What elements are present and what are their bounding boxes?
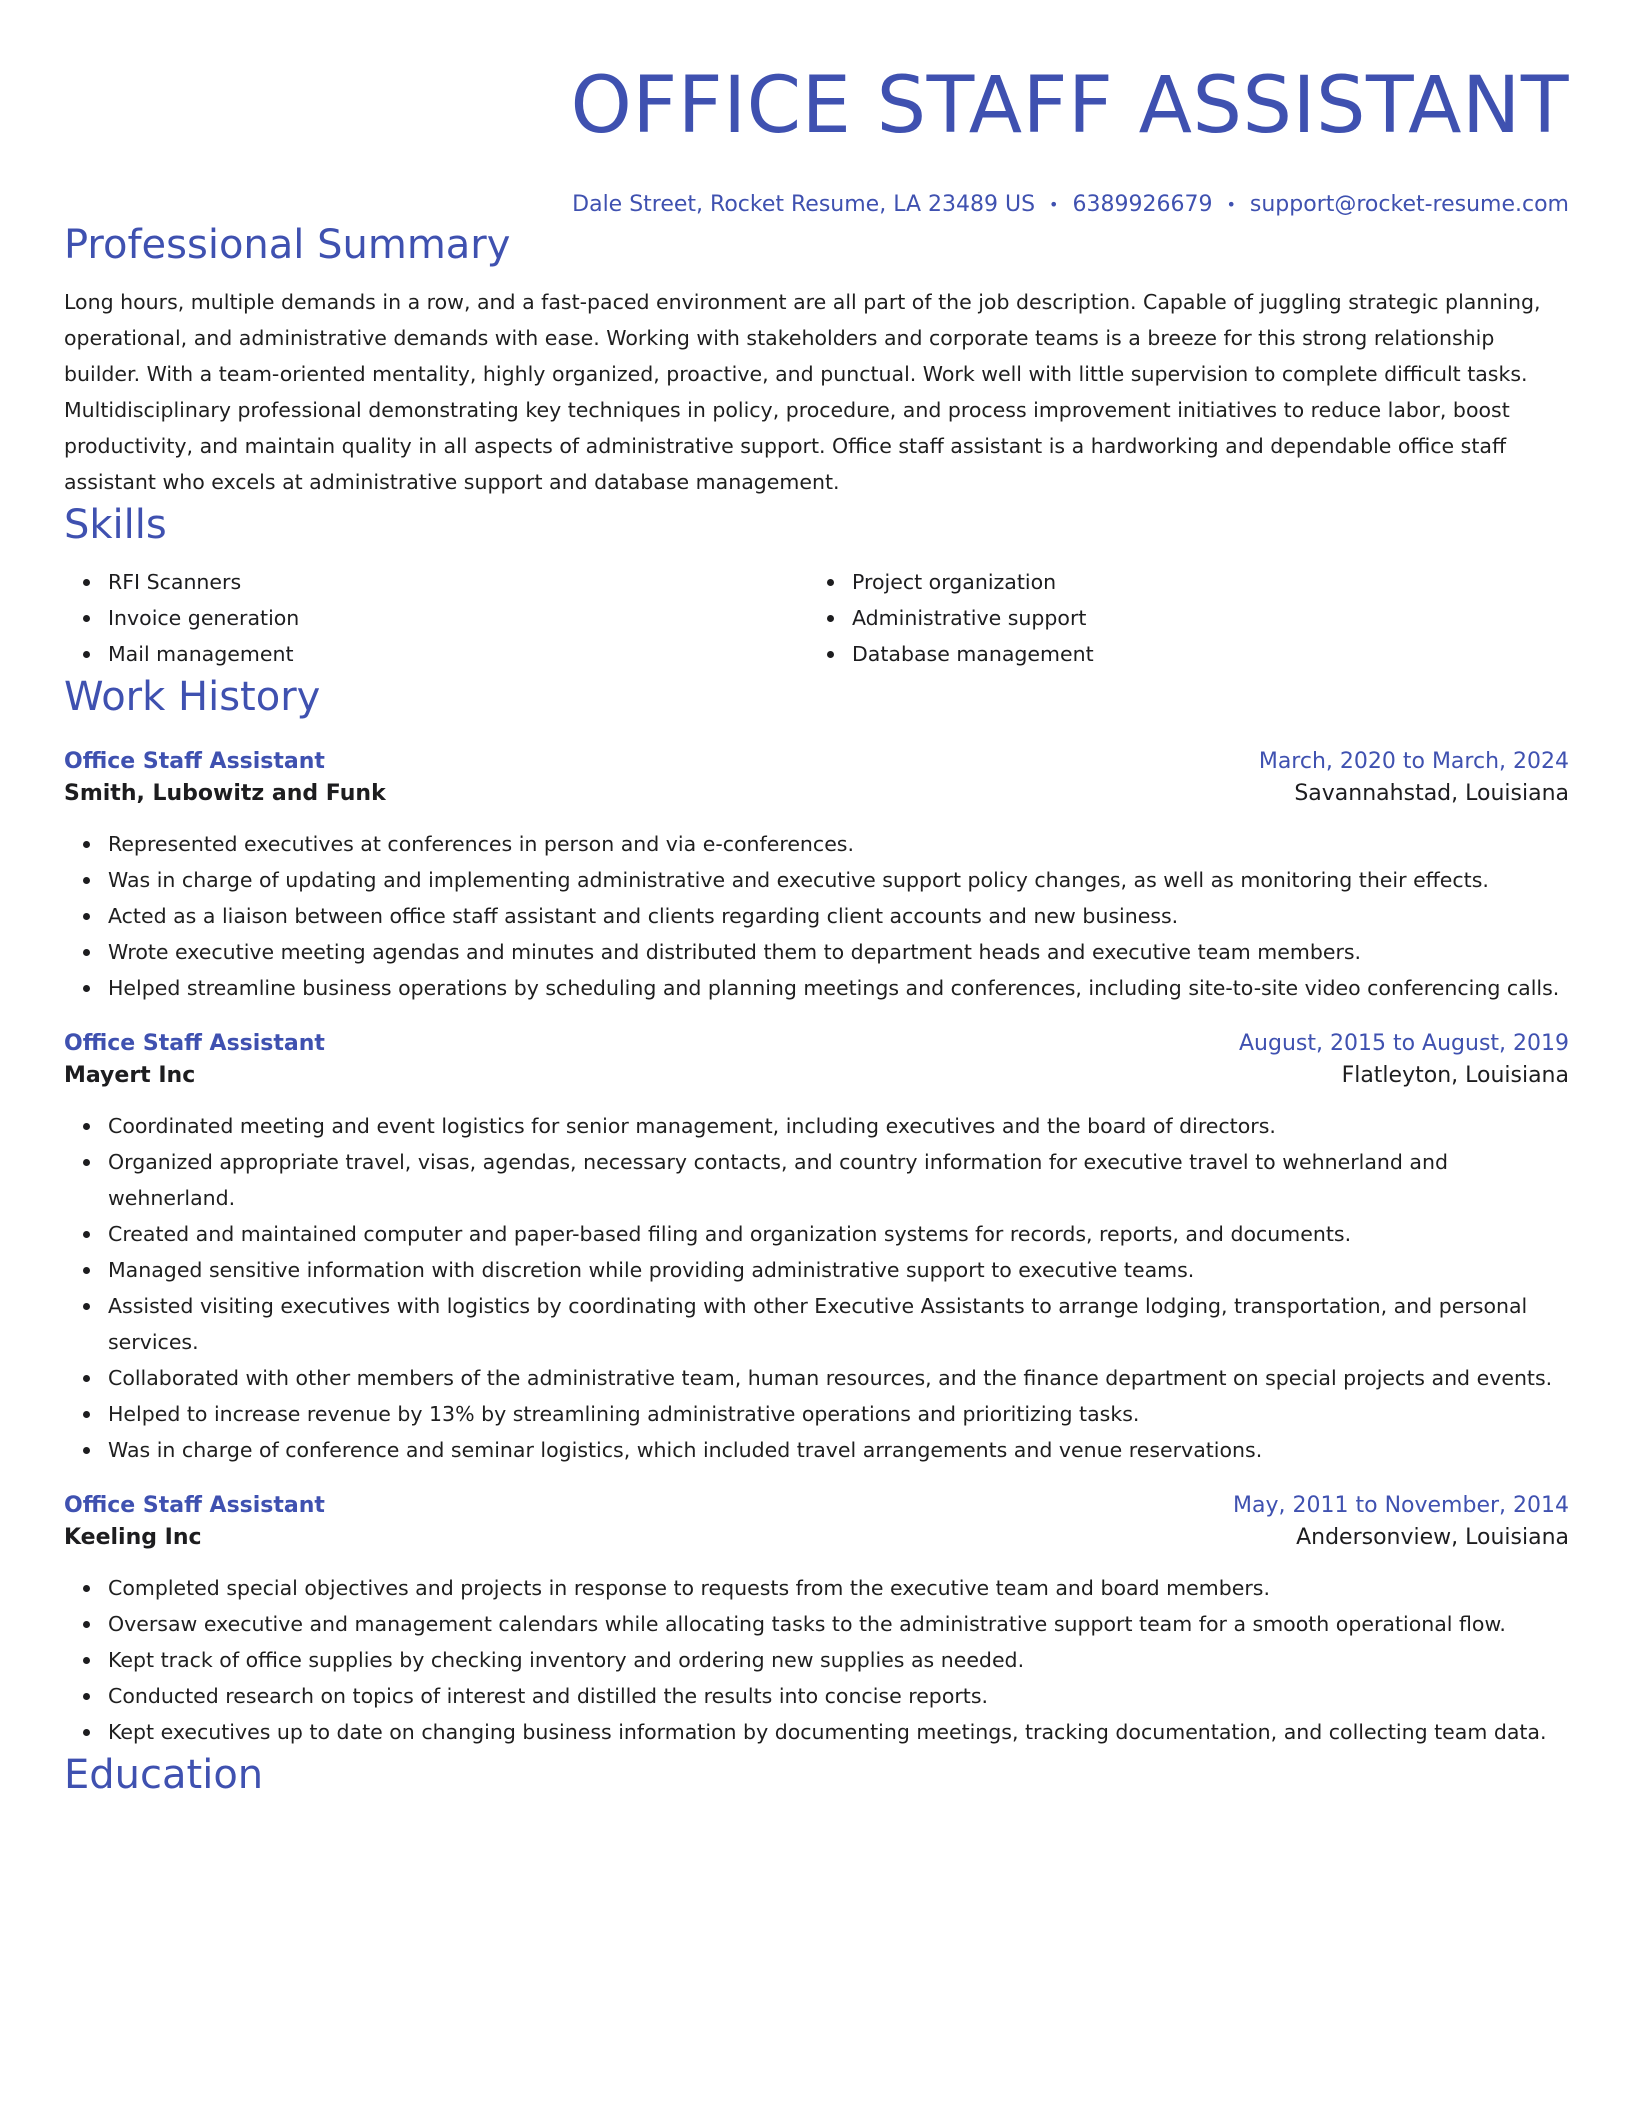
duty-item: Oversaw executive and management calendars while allocating tasks to the administrative support team for a smooth operational flow. <box>108 1606 1569 1642</box>
duty-item: Kept track of office supplies by checking inventory and ordering new supplies as needed. <box>108 1642 1569 1678</box>
job-dates: March, 2020 to March, 2024 <box>1258 749 1569 774</box>
contact-separator: • <box>1226 195 1236 214</box>
job-duties <box>64 1570 1569 1750</box>
job-header-row <box>64 1028 1569 1060</box>
summary-heading: Professional Summary <box>64 222 511 268</box>
skill-item: Project organization <box>852 564 1552 600</box>
job-entry <box>64 1490 1569 1750</box>
skills-heading: Skills <box>64 502 167 548</box>
contact-separator: • <box>1049 195 1059 214</box>
job-title: Office Staff Assistant <box>64 749 325 774</box>
job-duties <box>64 826 1569 1006</box>
duty-item: Managed sensitive information with discretion while providing administrative support to executive teams. <box>108 1252 1569 1288</box>
contact-phone: 6389926679 <box>1072 192 1213 217</box>
skill-item: RFI Scanners <box>108 564 808 600</box>
skills-column-right <box>808 564 1552 672</box>
skill-item: Mail management <box>108 636 808 672</box>
duty-item: Wrote executive meeting agendas and minutes and distributed them to department heads and executive team members. <box>108 934 1569 970</box>
job-entry <box>64 746 1569 1006</box>
job-location: Flatleyton, Louisiana <box>1341 1063 1569 1088</box>
duty-item: Kept executives up to date on changing business information by documenting meetings, tracking documentation, and collecting team data. <box>108 1714 1569 1750</box>
duty-item: Collaborated with other members of the administrative team, human resources, and the finance department on special projects and events. <box>108 1360 1569 1396</box>
job-company-row <box>64 1060 1569 1092</box>
skills-column-left <box>64 564 808 672</box>
job-title: Office Staff Assistant <box>64 1493 325 1518</box>
contact-address: Dale Street, Rocket Resume, LA 23489 US <box>572 192 1036 217</box>
job-company-row <box>64 778 1569 810</box>
job-dates: May, 2011 to November, 2014 <box>1233 1493 1569 1518</box>
job-header-row <box>64 746 1569 778</box>
duty-item: Was in charge of updating and implementing administrative and executive support policy changes, as well as monitoring their effects. <box>108 862 1569 898</box>
duty-item: Represented executives at conferences in person and via e-conferences. <box>108 826 1569 862</box>
contact-line <box>64 190 1569 220</box>
duty-item: Helped streamline business operations by scheduling and planning meetings and conferences, including site-to-site video conferencing calls. <box>108 970 1569 1006</box>
job-duties <box>64 1108 1569 1468</box>
summary-text: Long hours, multiple demands in a row, and a fast-paced environment are all part of the job description. Capable of juggling strategic planning, operational, and administrative demands with ease. Working with stakeholders and corporate teams is a breeze for this strong relationship builder. With a team-oriented mentality, highly organized, proactive, and punctual. Work well with little supervision to complete difficult tasks. Multidisciplinary professional demonstrating key techniques in policy, procedure, and process improvement initiatives to reduce labor, boost productivity, and maintain quality in all aspects of administrative support. Office staff assistant is a hardworking and dependable office staff assistant who excels at administrative support and database management. <box>64 290 1541 494</box>
job-dates: August, 2015 to August, 2019 <box>1239 1031 1569 1056</box>
duty-item: Created and maintained computer and paper-based filing and organization systems for records, reports, and documents. <box>108 1216 1569 1252</box>
job-location: Andersonview, Louisiana <box>1296 1525 1569 1550</box>
duty-item: Conducted research on topics of interest and distilled the results into concise reports. <box>108 1678 1569 1714</box>
resume-name-heading: OFFICE STAFF ASSISTANT <box>570 61 1569 151</box>
skill-item: Invoice generation <box>108 600 808 636</box>
duty-item: Was in charge of conference and seminar logistics, which included travel arrangements and venue reservations. <box>108 1432 1569 1468</box>
job-company: Smith, Lubowitz and Funk <box>64 781 386 806</box>
job-location: Savannahstad, Louisiana <box>1294 781 1569 806</box>
duty-item: Acted as a liaison between office staff assistant and clients regarding client accounts and new business. <box>108 898 1569 934</box>
duty-item: Helped to increase revenue by 13% by streamlining administrative operations and prioritizing tasks. <box>108 1396 1569 1432</box>
job-entry <box>64 1028 1569 1468</box>
job-title: Office Staff Assistant <box>64 1031 325 1056</box>
job-company-row <box>64 1522 1569 1554</box>
skills-list <box>64 564 1569 672</box>
work-history-heading: Work History <box>64 674 321 720</box>
duty-item: Organized appropriate travel, visas, agendas, necessary contacts, and country information for executive travel to wehnerland and wehnerland. <box>108 1144 1569 1216</box>
contact-email[interactable]: support@rocket-resume.com <box>1249 192 1569 217</box>
duty-item: Completed special objectives and projects in response to requests from the executive team and board members. <box>108 1570 1569 1606</box>
education-heading: Education <box>64 1752 264 1798</box>
job-header-row <box>64 1490 1569 1522</box>
skill-item: Administrative support <box>852 600 1552 636</box>
job-company: Mayert Inc <box>64 1063 196 1088</box>
duty-item: Assisted visiting executives with logistics by coordinating with other Executive Assistants to arrange lodging, transportation, and personal services. <box>108 1288 1569 1360</box>
duty-item: Coordinated meeting and event logistics for senior management, including executives and the board of directors. <box>108 1108 1569 1144</box>
job-company: Keeling Inc <box>64 1525 202 1550</box>
skill-item: Database management <box>852 636 1552 672</box>
